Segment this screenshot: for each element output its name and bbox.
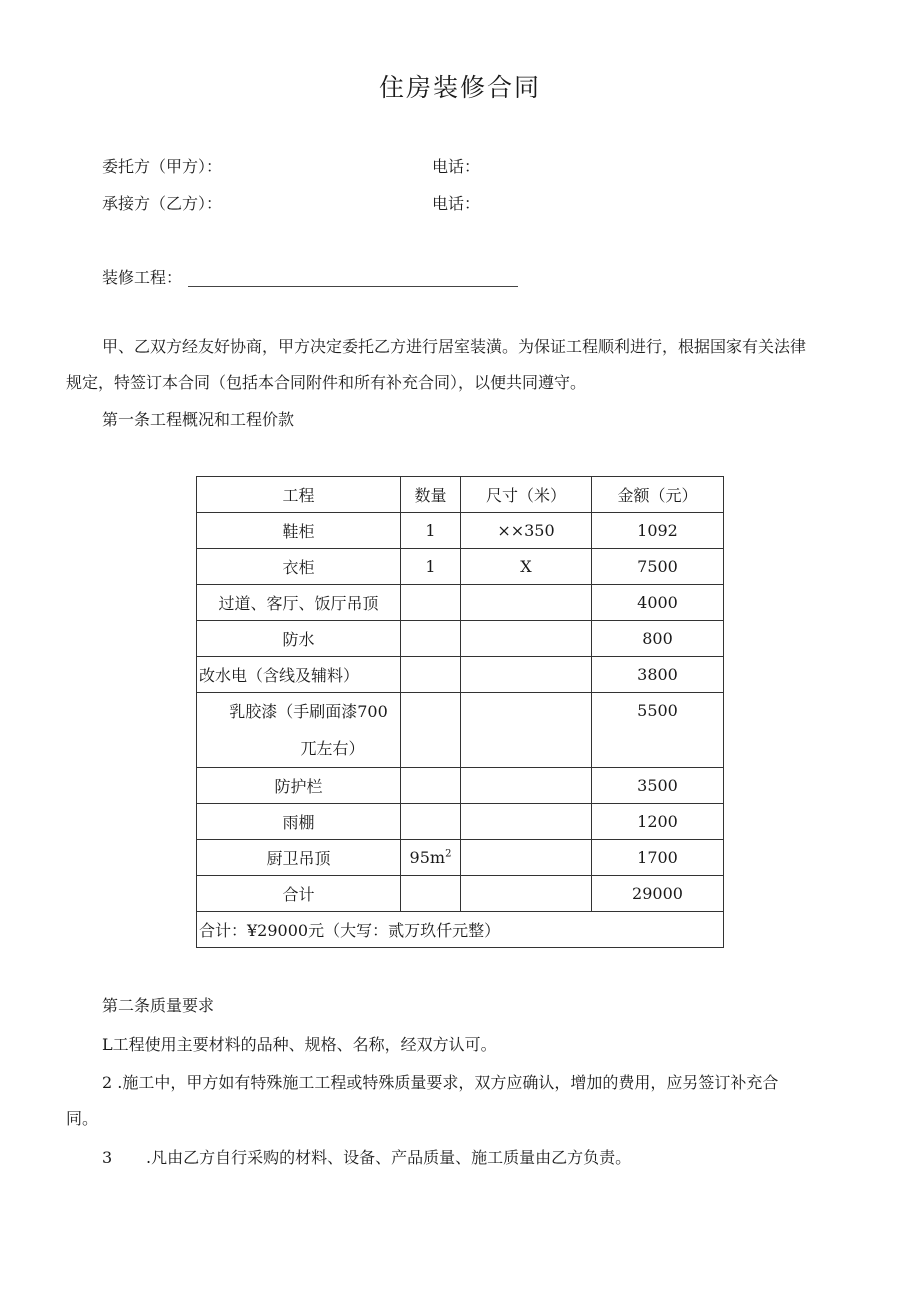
cell-size: ××350 <box>461 513 592 549</box>
cell-qty <box>401 876 461 912</box>
cell-item: 厨卫吊顶 <box>197 840 401 876</box>
cell-item: 合计 <box>197 876 401 912</box>
header-amount: 金额（元） <box>592 477 724 513</box>
table-total-row <box>197 876 724 912</box>
article-1-title: 第一条工程概况和工程价款 <box>102 410 295 429</box>
article-2-title: 第二条质量要求 <box>102 996 215 1015</box>
cell-qty <box>401 768 461 804</box>
cell-amount: 800 <box>592 621 724 657</box>
cell-size <box>461 876 592 912</box>
cell-size <box>461 804 592 840</box>
table-row <box>197 768 724 804</box>
cell-item: 衣柜 <box>197 549 401 585</box>
table-row <box>197 840 724 876</box>
cell-qty <box>401 840 461 876</box>
cell-item: 鞋柜 <box>197 513 401 549</box>
project-price-table <box>196 476 724 948</box>
party-a-phone-label: 电话： <box>432 157 481 176</box>
table-row <box>197 621 724 657</box>
cell-size <box>461 768 592 804</box>
cell-size <box>461 585 592 621</box>
cell-qty <box>401 657 461 693</box>
cell-item: 防水 <box>197 621 401 657</box>
cell-size <box>461 693 592 768</box>
page-title: 住房装修合同 <box>378 73 541 102</box>
cell-item: 改水电（含线及辅料） <box>197 657 401 693</box>
cell-item: 防护栏 <box>197 768 401 804</box>
cell-amount: 1092 <box>592 513 724 549</box>
cell-qty <box>401 804 461 840</box>
table-row <box>197 549 724 585</box>
party-a-label: 委托方（甲方）： <box>102 157 223 176</box>
table-footer-row <box>197 912 724 948</box>
clause-1: L工程使用主要材料的品种、规格、名称，经双方认可。 <box>102 1035 497 1054</box>
party-b-label: 承接方（乙方）： <box>102 194 223 213</box>
cell-amount: 3500 <box>592 768 724 804</box>
cell-item: 雨棚 <box>197 804 401 840</box>
cell-item <box>197 693 401 768</box>
table-row <box>197 804 724 840</box>
cell-item: 过道、客厅、饭厅吊顶 <box>197 585 401 621</box>
cell-size <box>461 621 592 657</box>
cell-amount: 4000 <box>592 585 724 621</box>
intro-line-1: 甲、乙双方经友好协商，甲方决定委托乙方进行居室装潢。为保证工程顺利进行，根据国家有关法律 <box>102 337 807 356</box>
project-blank-line <box>188 286 518 287</box>
cell-qty-value: 95m <box>409 848 446 867</box>
clause-3-number: 3 <box>102 1148 113 1167</box>
table-row <box>197 585 724 621</box>
table-row <box>197 513 724 549</box>
intro-line-2: 规定，特签订本合同（包括本合同附件和所有补充合同），以便共同遵守。 <box>66 373 587 392</box>
cell-qty: 1 <box>401 513 461 549</box>
table-footer-total: 合计：¥29000元（大写：贰万玖仟元整） <box>197 912 724 948</box>
cell-qty <box>401 693 461 768</box>
cell-amount: 1200 <box>592 804 724 840</box>
header-size: 尺寸（米） <box>461 477 592 513</box>
table-header-row <box>197 477 724 513</box>
cell-size <box>461 840 592 876</box>
cell-qty-exponent: 2 <box>445 848 452 860</box>
table-row <box>197 657 724 693</box>
cell-item-line-2: 兀左右） <box>300 739 365 758</box>
cell-item-line-1: 乳胶漆（手刷面漆700 <box>229 702 388 721</box>
cell-amount: 7500 <box>592 549 724 585</box>
cell-size: X <box>461 549 592 585</box>
table-row <box>197 693 724 768</box>
header-item: 工程 <box>197 477 401 513</box>
cell-amount: 1700 <box>592 840 724 876</box>
clause-2-line-2: 同。 <box>66 1109 99 1128</box>
cell-amount: 29000 <box>592 876 724 912</box>
header-qty: 数量 <box>401 477 461 513</box>
party-b-phone-label: 电话： <box>432 194 481 213</box>
clause-3-text: .凡由乙方自行采购的材料、设备、产品质量、施工质量由乙方负责。 <box>146 1148 632 1167</box>
cell-qty: 1 <box>401 549 461 585</box>
project-label: 装修工程： <box>102 268 183 287</box>
cell-amount: 3800 <box>592 657 724 693</box>
cell-qty <box>401 621 461 657</box>
cell-size <box>461 657 592 693</box>
cell-qty <box>401 585 461 621</box>
cell-amount: 5500 <box>592 693 724 768</box>
clause-2-line-1: 2 .施工中，甲方如有特殊施工工程或特殊质量要求，双方应确认，增加的费用，应另签订补充合 <box>102 1073 779 1092</box>
